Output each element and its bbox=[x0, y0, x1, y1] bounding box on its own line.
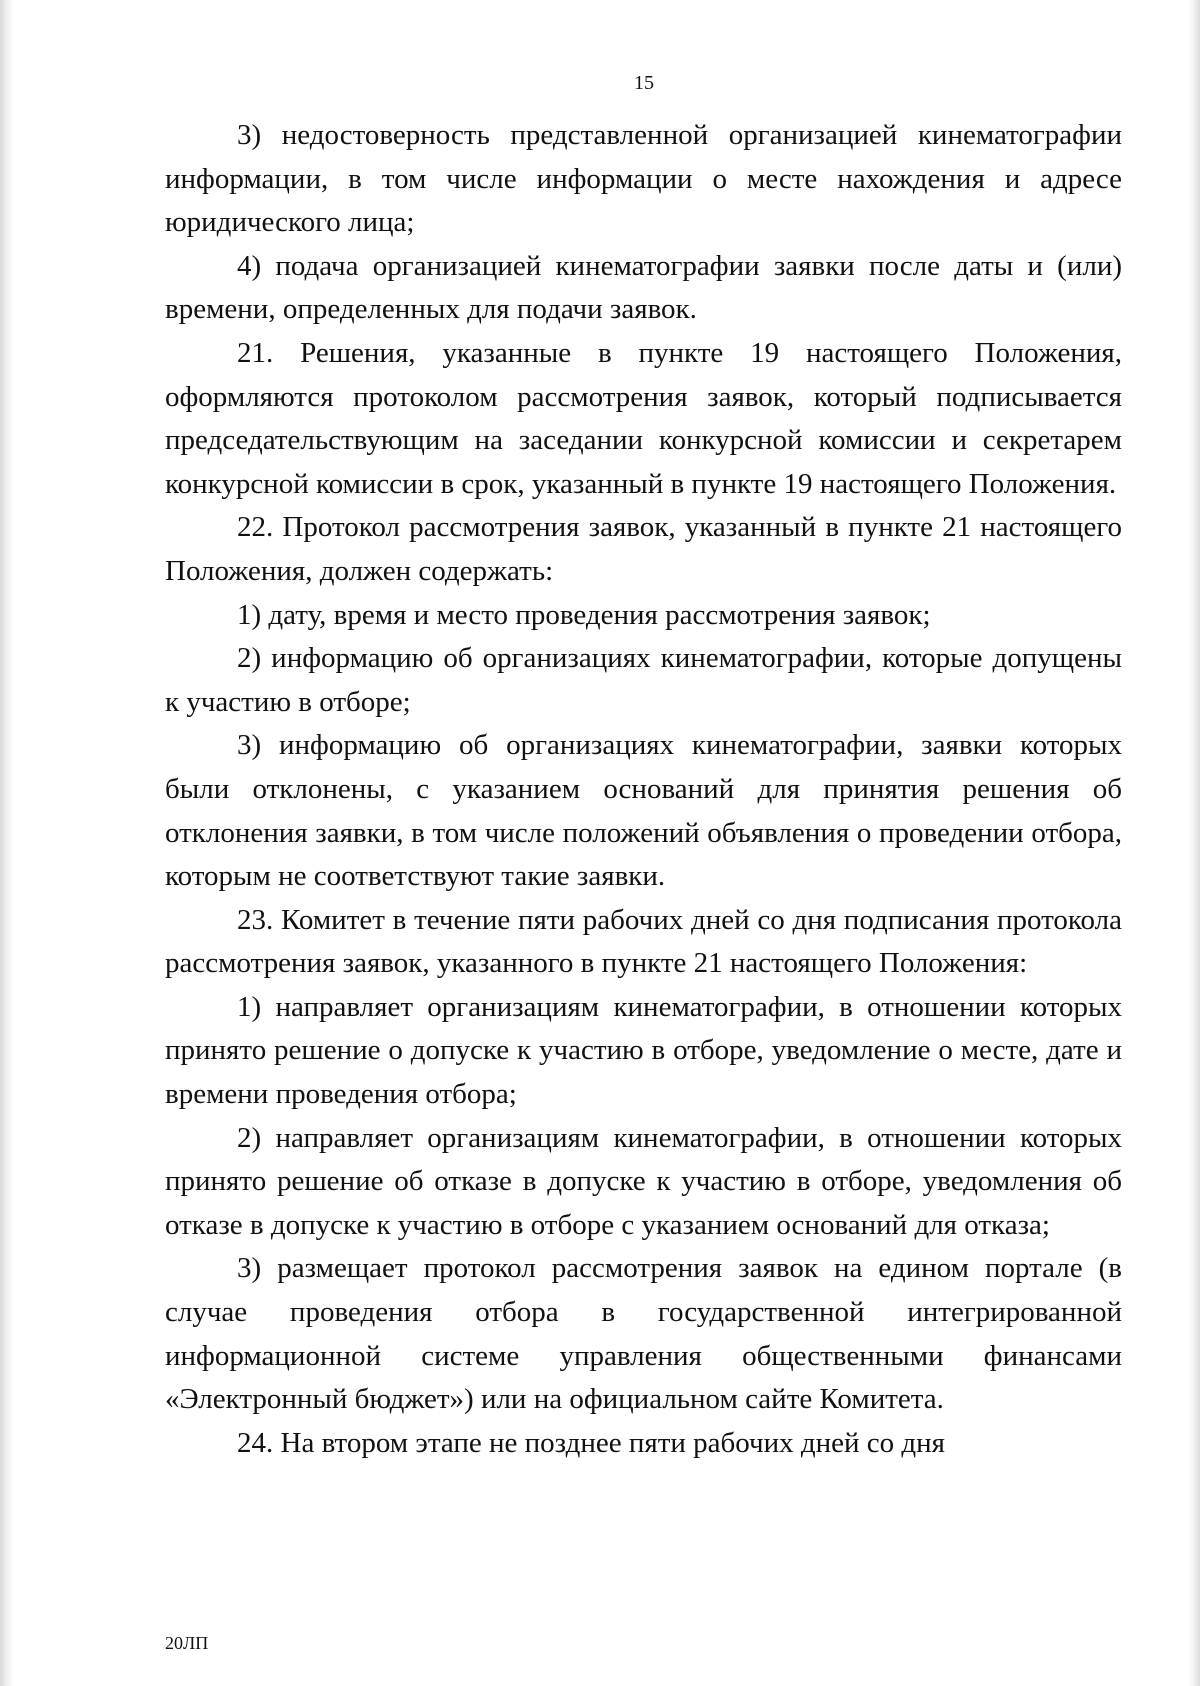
paragraph-clause-21: 21. Решения, указанные в пункте 19 настоящего Положения, оформляются протоколом рассмотрения заявок, который подписывается председательствующим на заседании конкурсной комиссии и секретарем конкурсной комиссии в срок, указанный в пункте 19 настоящего Положения. bbox=[165, 336, 1122, 500]
paragraph-clause-22-item-3: 3) информацию об организациях кинематографии, заявки которых были отклонены, с указанием оснований для принятия решения об отклонения заявки, в том числе положений объявления о проведении отбора, которым не соответствуют такие заявки. bbox=[165, 729, 1122, 893]
paragraph-clause-22-item-2: 2) информацию об организациях кинематографии, которые допущены к участию в отборе; bbox=[165, 642, 1122, 718]
scan-edge-right bbox=[1188, 0, 1200, 1686]
paragraph-clause-22: 22. Протокол рассмотрения заявок, указанный в пункте 21 настоящего Положения, должен содержать: bbox=[165, 511, 1122, 587]
page-number: 15 bbox=[634, 72, 654, 94]
paragraph-clause-23-item-1: 1) направляет организациям кинематографии, в отношении которых принято решение о допуске к участию в отборе, уведомление о месте, дате и времени проведения отбора; bbox=[165, 990, 1122, 1111]
paragraph-item-3-unreliable-info: 3) недостоверность представленной организацией кинематографии информации, в том числе информации о месте нахождения и адресе юридического лица; bbox=[165, 119, 1122, 239]
paragraph-item-4-late-submission: 4) подача организацией кинематографии заявки после даты и (или) времени, определенных для подачи заявок. bbox=[165, 249, 1122, 326]
document-body bbox=[165, 114, 1122, 1465]
paragraph-clause-24: 24. На втором этапе не позднее пяти рабочих дней со дня bbox=[237, 1426, 946, 1459]
paragraph-clause-23-item-3: 3) размещает протокол рассмотрения заявок на едином портале (в случае проведения отбора в государственной интегрированной информационной системе управления общественными финансами «Электронный бюджет») или на официальном сайте Комитета. bbox=[165, 1252, 1122, 1416]
footer-document-code: 20ЛП bbox=[165, 1633, 209, 1653]
scan-edge-left bbox=[0, 0, 14, 1686]
paragraph-clause-23-item-2: 2) направляет организациям кинематографии, в отношении которых принято решение об отказе в допуске к участию в отборе, уведомления об отказе в допуске к участию в отборе с указанием оснований для отказа; bbox=[165, 1121, 1122, 1241]
paragraph-clause-23: 23. Комитет в течение пяти рабочих дней со дня подписания протокола рассмотрения заявок, указанного в пункте 21 настоящего Положения: bbox=[165, 903, 1122, 980]
paragraph-clause-22-item-1: 1) дату, время и место проведения рассмотрения заявок; bbox=[237, 598, 931, 631]
